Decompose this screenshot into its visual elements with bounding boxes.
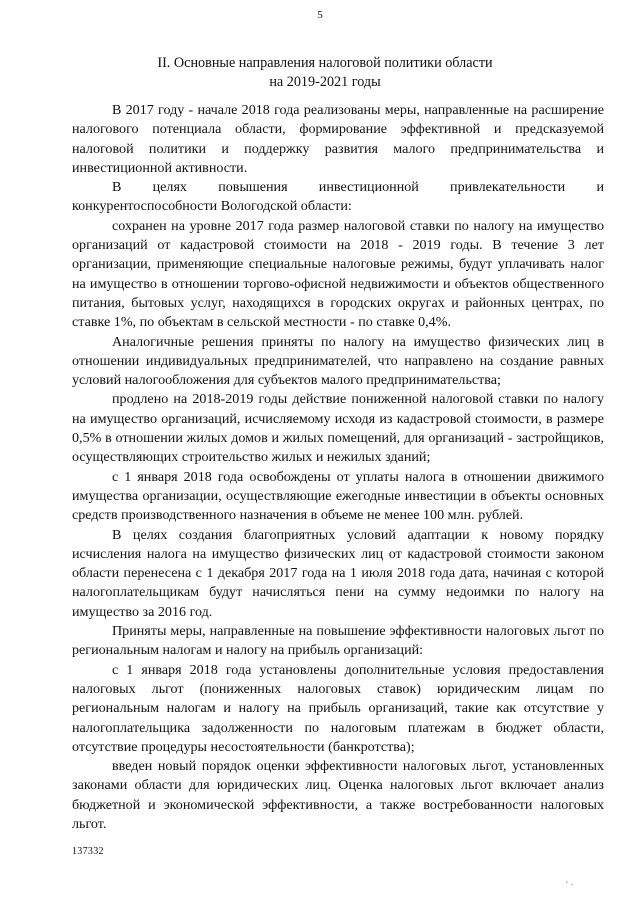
paragraph: сохранен на уровне 2017 года размер налоговой ставки по налогу на имущество организаций от кадастровой стоимости на 2018 - 2019 годы. В течение 3 лет организации, применяющие специальные налоговые режимы, будут уплачивать налог на имущество в отношении торгово-офисной недвижимости и объектов общественного питания, бытовых услуг, находящихся в городских округах и районных центрах, по ставке 1%, по объектам в сельской местности - по ставке 0,4%.: [72, 217, 604, 331]
paragraph: с 1 января 2018 года освобождены от уплаты налога в отношении движимого имущества организации, осуществляющие ежегодные инвестиции в объекты основных средств производственного назначения в объеме не менее 100 млн. рублей.: [72, 468, 604, 524]
paragraph: Приняты меры, направленные на повышение эффективности налоговых льгот по региональным налогам и налогу на прибыль организаций:: [72, 623, 604, 659]
corner-mark: ' ·: [566, 880, 574, 891]
paragraph: продлено на 2018-2019 годы действие пониженной налоговой ставки по налогу на имущество организаций, исчисляемому исходя из кадастровой стоимости, в размере 0,5% в отношении жилых домов и жилых помещений, для организаций - застройщиков, осуществляющих строительство жилых и нежилых зданий;: [72, 391, 604, 466]
paragraph: В целях создания благоприятных условий адаптации к новому порядку исчисления налога на имущество физических лиц от кадастровой стоимости законом области перенесена с 1 декабря 2017 года на 1 июля 2018 года дата, начиная с которой налогоплательщикам будут начисляться пени на сумму недоимки по налогу на имущество за 2016 год.: [72, 526, 604, 620]
paragraph: Аналогичные решения приняты по налогу на имущество физических лиц в отношении индивидуальных предпринимателей, что направлено на создание равных условий налогообложения для субъектов малого предпринимательства;: [72, 333, 604, 389]
page-number: 5: [317, 9, 323, 21]
section-heading-line-2: на 2019-2021 годы: [269, 74, 381, 90]
paragraph: В 2017 году - начале 2018 года реализованы меры, направленные на расширение налогового потенциала области, формирование эффективной и предсказуемой налоговой политики и поддержку развития малого предпринимательства и инвестиционной активности.: [72, 102, 604, 176]
body-text: [72, 101, 604, 834]
section-heading-line-1: II. Основные направления налоговой политики области: [157, 55, 493, 71]
document-code: 137332: [72, 846, 104, 857]
section-heading: [40, 54, 610, 92]
paragraph: В целях повышения инвестиционной привлекательности и конкурентоспособности Вологодской области:: [72, 179, 604, 215]
paragraph: с 1 января 2018 года установлены дополнительные условия предоставления налоговых льгот (пониженных налоговых ставок) юридическим лицам по региональным налогам и налогу на прибыль организаций, такие как отсутствие у налогоплательщика задолженности по налоговым платежам в бюджет области, отсутствие процедуры несостоятельности (банкротства);: [72, 661, 604, 755]
paragraph: введен новый порядок оценки эффективности налоговых льгот, установленных законами области для юридических лиц. Оценка налоговых льгот включает анализ бюджетной и экономической эффективности, а также востребованности налоговых льгот.: [72, 758, 604, 832]
